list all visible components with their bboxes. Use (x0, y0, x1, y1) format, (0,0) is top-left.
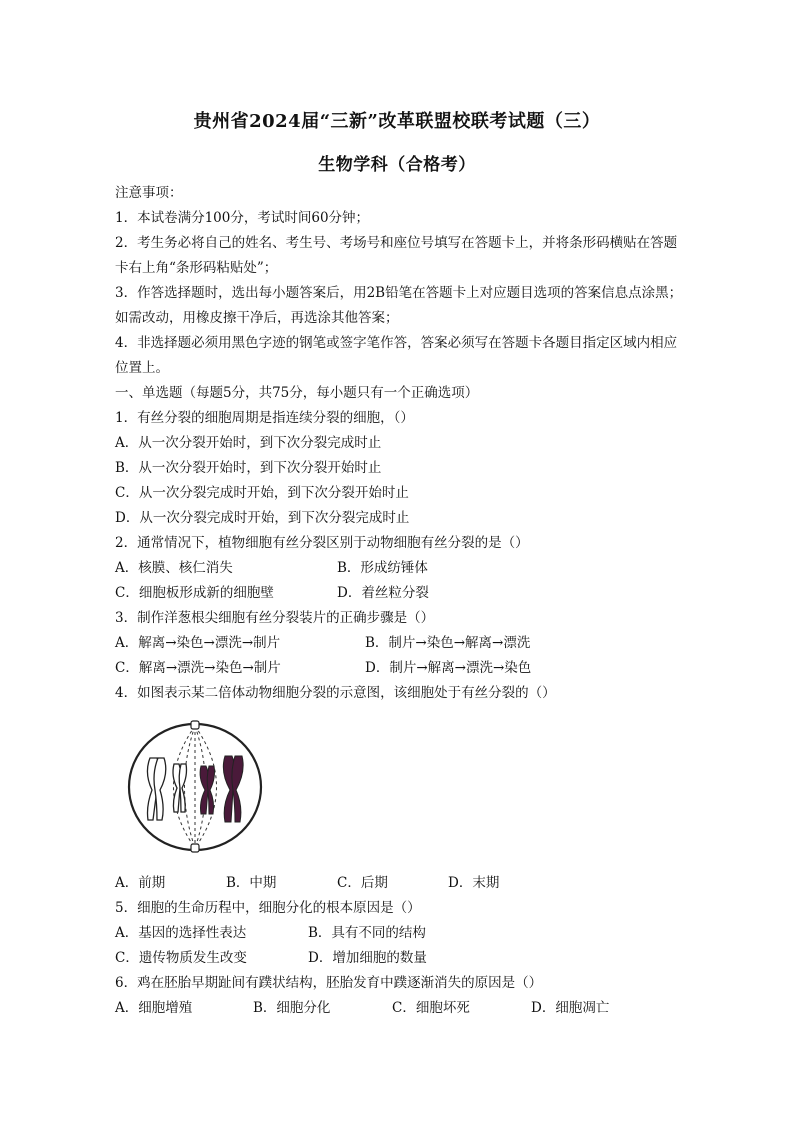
option-a: A．解离→染色→漂洗→制片 (115, 635, 281, 651)
option-d: D．制片→解离→漂洗→染色 (365, 660, 532, 676)
question-stem: 3．制作洋葱根尖细胞有丝分裂装片的正确步骤是（） (115, 610, 435, 626)
option-d: D．末期 (448, 875, 500, 891)
notice-heading: 注意事项： (115, 185, 183, 201)
option-b: B．制片→染色→解离→漂洗 (365, 635, 531, 651)
option-c: C．从一次分裂完成时开始，到下次分裂开始时止 (115, 485, 409, 501)
option-b: B．中期 (226, 875, 277, 891)
section-heading: 一、单选题（每题5分，共75分，每小题只有一个正确选项） (115, 385, 479, 401)
centriole-top (191, 721, 199, 729)
option-d: D．增加细胞的数量 (308, 950, 427, 966)
notice-item: 如需改动，用橡皮擦干净后，再选涂其他答案； (115, 310, 399, 326)
option-c: C．细胞坏死 (392, 1000, 470, 1016)
option-c: C．细胞板形成新的细胞壁 (115, 585, 274, 601)
chromosome-dark-2 (223, 756, 243, 822)
notice-item: 位置上。 (115, 360, 169, 376)
chromosome-light-2 (173, 764, 187, 812)
option-b: B．细胞分化 (253, 1000, 331, 1016)
cell-division-figure (122, 718, 268, 856)
notice-item: 4．非选择题必须用黑色字迹的钢笔或签字笔作答，答案必须写在答题卡各题目指定区域内相应 (115, 335, 678, 351)
option-b: B．从一次分裂开始时，到下次分裂开始时止 (115, 460, 382, 476)
notice-item: 2．考生务必将自己的姓名、考生号、考场号和座位号填写在答题卡上，并将条形码横贴在答题 (115, 235, 678, 251)
option-c: C．遗传物质发生改变 (115, 950, 247, 966)
notice-item: 卡右上角“条形码粘贴处”； (115, 260, 278, 276)
option-d: D．细胞凋亡 (531, 1000, 610, 1016)
option-b: B．形成纺锤体 (337, 560, 428, 576)
option-a: A．从一次分裂开始时，到下次分裂完成时止 (115, 435, 382, 451)
option-d: D．着丝粒分裂 (337, 585, 429, 601)
option-b: B．具有不同的结构 (308, 925, 426, 941)
chromosome-light-1 (147, 758, 165, 820)
option-a: A．核膜、核仁消失 (115, 560, 233, 576)
exam-subtitle: 生物学科（合格考） (318, 155, 476, 175)
option-a: A．细胞增殖 (115, 1000, 193, 1016)
chromosome-dark-1 (200, 766, 214, 814)
option-a: A．基因的选择性表达 (115, 925, 247, 941)
notice-item: 1．本试卷满分100分，考试时间60分钟； (115, 210, 370, 226)
centriole-bottom (191, 844, 199, 852)
question-stem: 4．如图表示某二倍体动物细胞分裂的示意图，该细胞处于有丝分裂的（） (115, 685, 556, 701)
exam-title: 贵州省2024届“三新”改革联盟校联考试题（三） (193, 111, 601, 132)
option-c: C．后期 (337, 875, 388, 891)
notice-item: 3．作答选择题时，选出每小题答案后，用2B铅笔在答题卡上对应题目选项的答案信息点涂黑； (115, 285, 683, 301)
question-stem: 1．有丝分裂的细胞周期是指连续分裂的细胞，（） (115, 410, 414, 426)
question-stem: 6．鸡在胚胎早期趾间有蹼状结构，胚胎发育中蹼逐渐消失的原因是（） (115, 975, 543, 991)
option-a: A．前期 (115, 875, 166, 891)
question-stem: 2．通常情况下，植物细胞有丝分裂区别于动物细胞有丝分裂的是（） (115, 535, 529, 551)
option-d: D．从一次分裂完成时开始，到下次分裂完成时止 (115, 510, 410, 526)
option-c: C．解离→漂洗→染色→制片 (115, 660, 281, 676)
question-stem: 5．细胞的生命历程中，细胞分化的根本原因是（） (115, 900, 421, 916)
